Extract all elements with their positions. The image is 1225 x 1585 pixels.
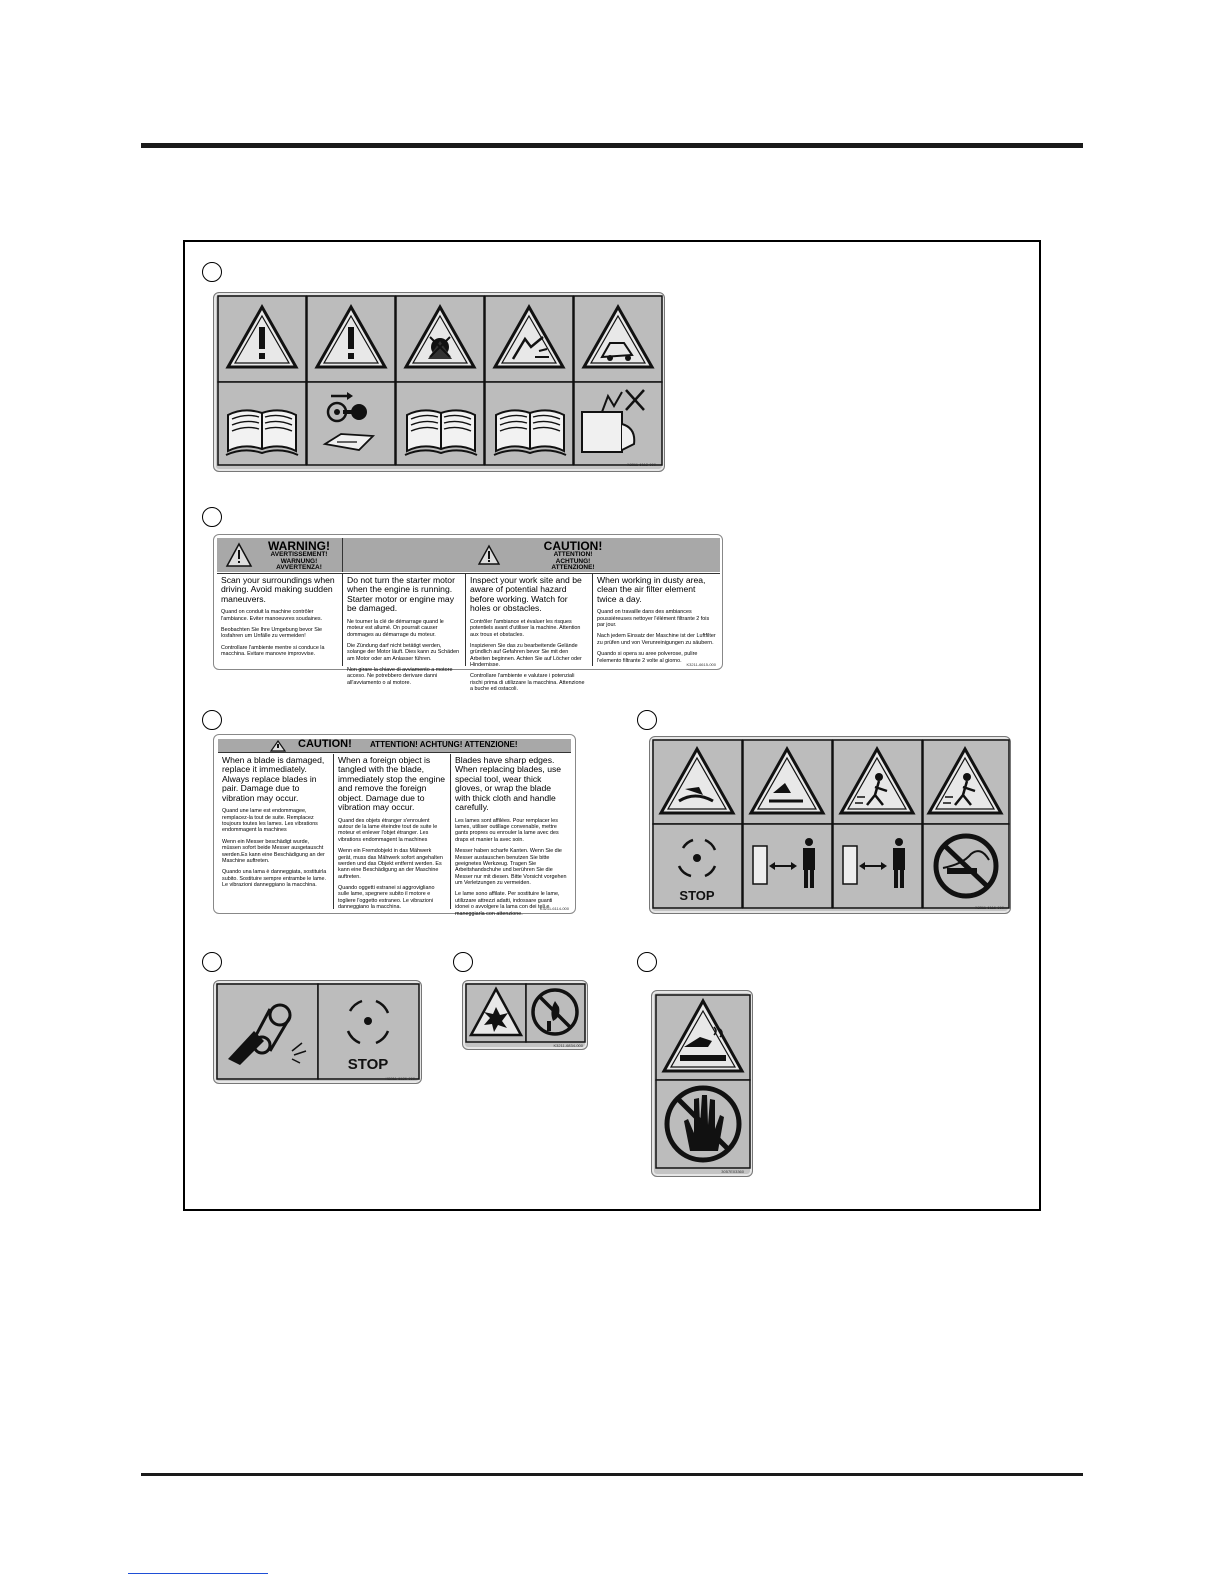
header-rule [141,143,1083,148]
footer-rule [141,1473,1083,1476]
item-2-callout [202,507,222,527]
decal-5-art [214,981,423,1085]
item-4-callout [637,710,657,730]
col-2-de: Die Zündung darf nicht betätigt werden, solange der Motor läuft. Dies kann zu Schäden am Motor oder am Anlasser führen. [347,642,460,662]
decal-6-art [463,981,589,1051]
col-3-en: Blades have sharp edges. When replacing blades, use special tool, wear thick gloves, or wrap the blade with thick cloth and handle carefully. [455,755,562,813]
decal-7-code: 3057E03360 [721,1169,744,1174]
col-4-de: Nach jedem Einsatz der Maschine ist der Luftfilter zu prüfen und von Verunreinigungen zu säubern. [597,633,716,646]
item-5-callout [202,952,222,972]
decal-7-pictograms [651,990,753,1177]
col-1-de: Wenn ein Messer beschädigt wurde, müssen sofort beide Messer ausgetauscht werden.Es kann eine Beschädigung an der Maschine auftreten. [222,838,325,864]
decal-2-caution-header [343,538,720,572]
decal-3-label [213,734,576,917]
decal-6-pictograms [462,980,588,1050]
decal-7-art [652,991,754,1178]
col-2-en: Do not turn the starter motor when the engine is running. Starter motor or engine may be damaged. [347,575,455,614]
caution-title: CAUTION! [543,539,603,553]
decal-3-translations: ATTENTION! ACHTUNG! ATTENZIONE! [370,740,518,749]
item-3-callout [202,710,222,730]
caution-fr: ATTENTION! [553,551,593,559]
col-3-it: Le lame sono affilate. Per sostituire le lame, utilizzare attrezzi adatti, indossare guanti idonei o avvolgere la lama con dei teli e maneggiarla con attenzione. [455,891,560,917]
col-2-en: When a foreign object is tangled with the blade, immediately stop the engine and remove the foreign object. Damage due to vibration may occur. [338,755,446,813]
decal-3-col-1 [218,754,334,909]
col-1-en: When a blade is damaged, replace it immediately. Always replace blades in pair. Damage due to vibration may occur. [222,755,325,803]
stop-text: STOP [679,888,715,903]
decal-3-col-2 [334,754,451,909]
decal-2-col-4 [593,574,720,666]
col-1-de: Beobachten Sie Ihre Umgebung bevor Sie losfahren um Unfälle zu vermeiden! [221,627,322,640]
stop-text: STOP [347,1056,389,1073]
decal-2-col-3 [466,574,593,693]
col-1-it: Quando una lama è danneggiata, sostituirla subito. Sostituire sempre entrambe le lame. Le vibrazioni danneggiano la macchina. [222,869,327,889]
decal-3-header [218,739,571,753]
col-4-it: Quando si opera su aree polverose, pulire l'elemento filtrante 2 volte al giorno. [597,651,698,664]
caution-it: ATTENZIONE! [551,564,595,572]
decal-3-title: CAUTION! [298,738,352,750]
decal-4-code: K3211-6116-000 [974,905,1004,910]
warning-title: WARNING! [268,539,330,553]
decal-5-pictograms [213,980,422,1084]
col-1-en: Scan your surroundings when driving. Avoid making sudden maneuvers. [221,575,335,604]
decal-2-label [213,534,723,693]
decal-4-art [650,737,1012,915]
col-1-fr: Quand on conduit la machine contrôler l'ambiance. Eviter manoeuvres soudaines. [221,609,323,622]
decal-3-body [218,754,571,917]
decal-3-col-3 [451,754,571,917]
decal-5-code: K3211-6136-000 [385,1076,415,1081]
item-7-callout [637,952,657,972]
decal-2-col-2 [343,574,466,686]
decal-3-code: K3211-6114-000 [539,906,569,911]
decal-2-warning-header [217,538,343,572]
col-3-de: Inspizieren Sie das zu bearbeitende Gelände gründlich auf Gefahren bevor Sie mit den Arbeiten beginnen. Achten Sie auf Löcher oder Hindernisse. [470,642,582,669]
col-4-en: When working in dusty area, clean the air filter element twice a day. [597,575,706,604]
decal-1-code: K3211-6113-000 [626,462,656,467]
item-6-callout [453,952,473,972]
item-1-callout [202,262,222,282]
col-3-de: Messer haben scharfe Kanten. Wenn Sie die Messer austauschen benutzen Sie bitte geeignetes Werkzeug. Tragen Sie Arbeitshandschuhe und berühren Sie die Messer nur mit diesen. Bitte Vorsicht vorgehen um Verletzungen zu vermeiden. [455,848,567,887]
col-1-it: Controllare l'ambiente mentre si conduce la macchina. Evitare manovre improvvise. [221,644,325,658]
col-3-en: Inspect your work site and be aware of potential hazard before working. Watch for holes or obstacles. [470,575,582,614]
footer-link-underline[interactable] [128,1573,268,1574]
col-2-fr: Ne tourner la clé de démarrage quand le moteur est allumé. On pourrait causer dommages au démarrage du moteur. [347,618,444,638]
decal-4-pictograms [649,736,1011,914]
warning-it: AVVERTENZA! [276,564,322,572]
decal-1-pictograms [213,292,665,472]
col-2-fr: Quand des objets étranger s'enroulent autour de la lame éteindre tout de suite le moteur et enlever l'objet étranger. Les vibrations endommagent la machines [338,817,438,843]
col-1-fr: Quand une lame est endommagee, remplacez-la tout de suite. Remplacez toujours toutes les lames. Les vibrations endommagent la machines [222,808,318,834]
decal-2-code: K3211-6615-000 [686,662,716,667]
figure-frame [183,240,1041,1211]
warning-fr: AVERTISSEMENT! [270,551,328,559]
warning-de: WARNUNG! [280,557,318,565]
decal-6-code: K3211-6834-000 [553,1043,583,1048]
col-2-it: Quando oggetti estranei si aggrovigliano sulle lame, spegnere subito il motore e togliere l'oggetto estraneo. Le vibrazioni danneggiano la macchina. [338,885,435,911]
decal-1-art [214,293,666,473]
col-3-it: Controllare l'ambiente e valutare i potenziali rischi prima di utilizzare la macchina. Attenzione a buche ed ostacoli. [470,673,585,693]
col-3-fr: Contrôler l'ambiance et évaluer les risques potentiels avant d'utiliser la machine. Attention aux trous et obstacles. [470,618,581,638]
decal-2-col-1 [217,574,343,666]
col-4-fr: Quand on travaille dans des ambiances poussiéreuses nettoyer l'élément filtrante 2 fois par jour. [597,609,710,629]
caution-de: ACHTUNG! [555,557,591,565]
col-3-fr: Les lames sont affilées. Pour remplacer les lames, utiliser outillage convenable, mettre gants propres ou enrouler la lame avec des draps et manier la avec soin. [455,817,559,843]
decal-2-body [217,573,720,693]
col-2-it: Non girare la chiave di avviamento a motore acceso. Ne potrebbero derivare danni all'avviamento o al motore. [347,667,453,686]
col-2-de: Wenn ein Fremdobjekt in das Mähwerk gerät, muss das Mähwerk sofort angehalten werden und das Objekt entfernt werden. Es kann eine Beschädigung an der Maschine auftreten. [338,848,443,880]
